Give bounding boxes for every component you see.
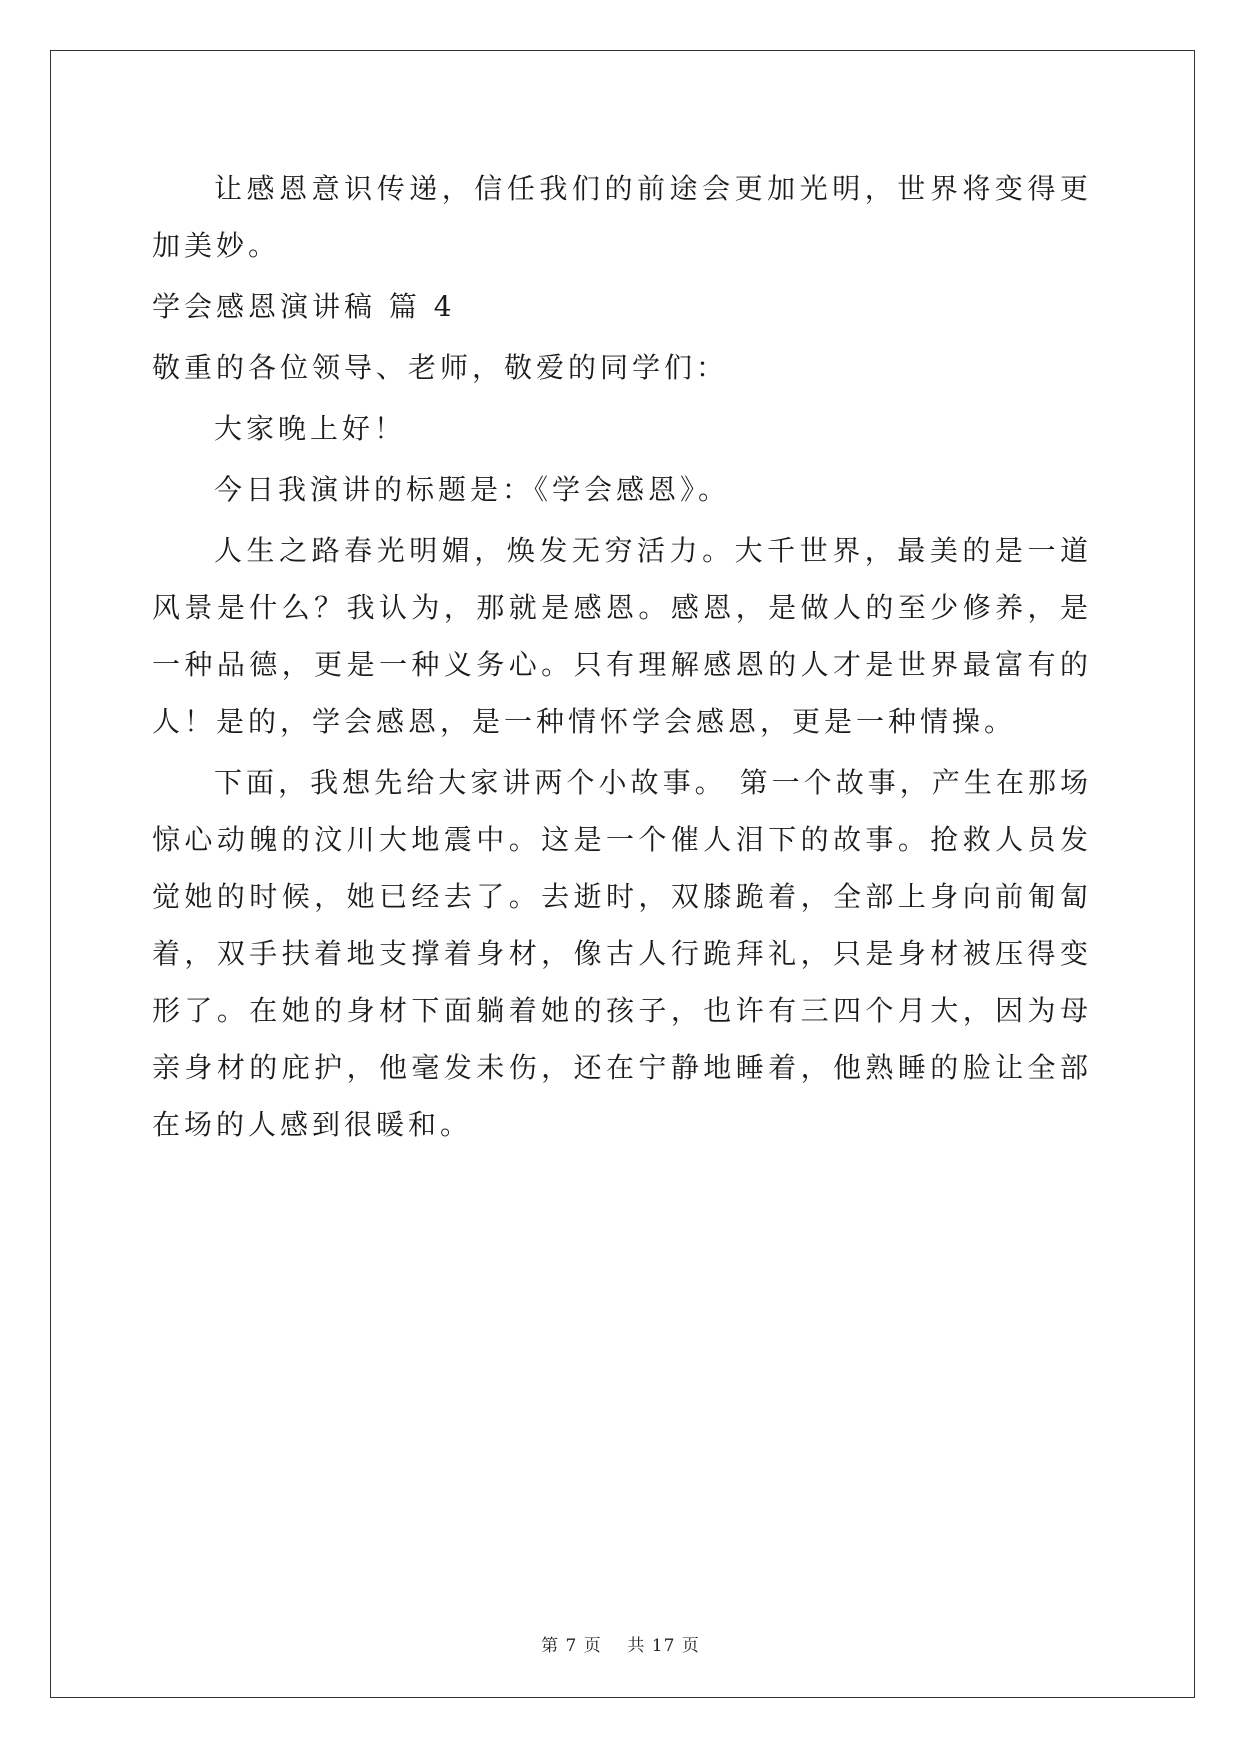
paragraph-gratitude: 人生之路春光明媚，焕发无穷活力。大千世界，最美的是一道风景是什么？我认为，那就是感恩。感恩，是做人的至少修养，是一种品德，更是一种义务心。只有理解感恩的人才是世界最富有的人！是的，学会感恩，是一种情怀学会感恩，更是一种情操。 [152,534,1092,738]
document-body [152,160,1092,1157]
page-number: 第 7 页 共 17 页 [541,1636,700,1656]
paragraph-closing-line: 让感恩意识传递，信任我们的前途会更加光明，世界将变得更加美妙。 [152,172,1092,262]
greeting: 大家晚上好！ [214,412,407,445]
speech-title-line: 今日我演讲的标题是：《学会感恩》。 [214,473,731,506]
salutation: 敬重的各位领导、老师，敬爱的同学们： [152,351,729,384]
page-footer [0,1631,1241,1656]
paragraph-story: 下面，我想先给大家讲两个小故事。 第一个故事，产生在那场惊心动魄的汶川大地震中。这是一个催人泪下的故事。抢救人员发觉她的时候，她已经去了。去逝时，双膝跪着，全部上身向前匍匐着，双手扶着地支撑着身材，像古人行跪拜礼，只是身材被压得变形了。在她的身材下面躺着她的孩子，也许有三四个月大，因为母亲身材的庇护，他毫发未伤，还在宁静地睡着，他熟睡的脸让全部在场的人感到很暖和。 [152,766,1092,1141]
section-heading: 学会感恩演讲稿 篇 4 [152,290,456,323]
